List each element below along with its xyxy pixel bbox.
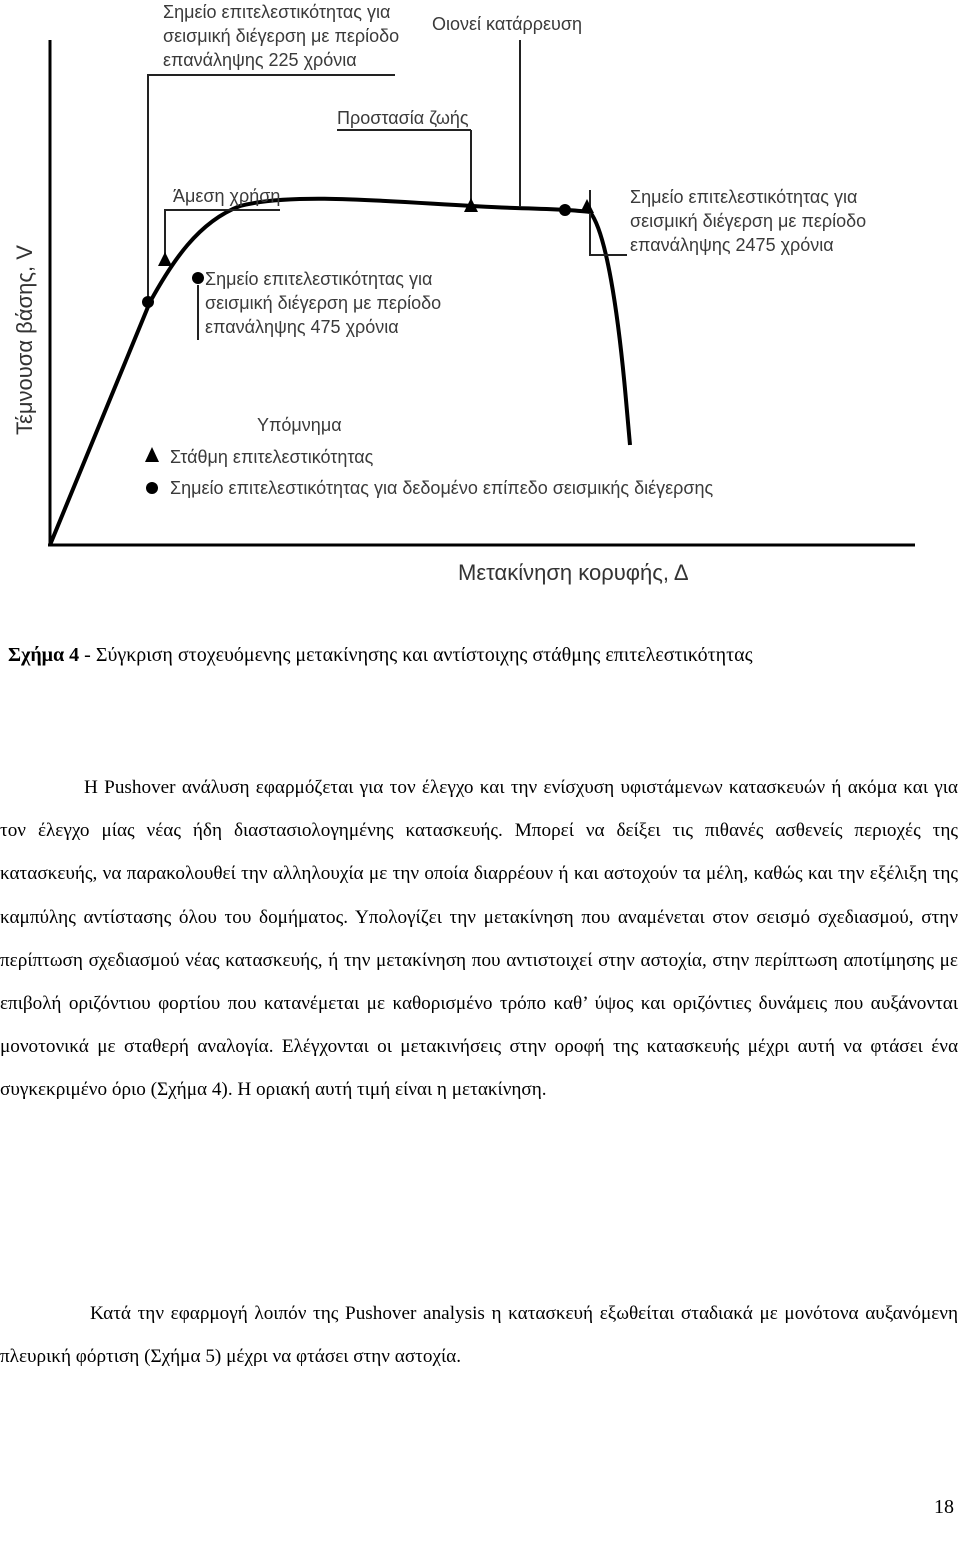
annotation-immediate: Άμεση χρήση xyxy=(173,186,281,206)
annotation-475-line3: επανάληψης 475 χρόνια xyxy=(205,317,399,337)
pushover-figure xyxy=(0,0,960,600)
annotation-life: Προστασία ζωής xyxy=(337,108,469,128)
legend-circle-label: Σημείο επιτελεστικότητας για δεδομένο επίπεδο σεισμικής διέγερσης xyxy=(170,478,714,498)
caption-label: Σχήμα 4 xyxy=(8,644,80,666)
legend-title: Υπόμνημα xyxy=(257,415,342,435)
page-number: 18 xyxy=(934,1496,954,1518)
caption-text: - Σύγκριση στοχευόμενης μετακίνησης και αντίστοιχης στάθμης επιτελεστικότητας xyxy=(79,644,753,666)
circle-marker-2475 xyxy=(559,204,571,216)
paragraph-2: Κατά την εφαρμογή λοιπόν της Pushover analysis η κατασκευή εξωθείται σταδιακά με μονότονα αυξανόμενη πλευρική φόρτιση (Σχήμα 5) μέχρι να φτάσει στην αστοχία. xyxy=(0,1303,958,1368)
circle-marker-225 xyxy=(142,296,154,308)
triangle-marker-immediate xyxy=(158,252,172,266)
figure-caption xyxy=(8,644,958,667)
leader-immediate xyxy=(165,210,280,265)
annotation-2475-line2: σεισμική διέγερση με περίοδο xyxy=(630,211,867,231)
legend-triangle-label: Στάθμη επιτελεστικότητας xyxy=(170,447,374,467)
annotation-225-line1: Σημείο επιτελεστικότητας για xyxy=(163,2,391,22)
annotation-collapse: Οιονεί κατάρρευση xyxy=(432,14,582,34)
legend-circle-icon xyxy=(146,482,158,494)
annotation-475-line2: σεισμική διέγερση με περίοδο xyxy=(205,293,442,313)
annotation-2475-line3: επανάληψης 2475 χρόνια xyxy=(630,235,834,255)
annotation-225-line2: σεισμική διέγερση με περίοδο xyxy=(163,26,400,46)
triangle-marker-collapse xyxy=(580,199,594,213)
y-axis-label: Τέμνουσα βάσης, V xyxy=(12,245,37,435)
annotation-225-line3: επανάληψης 225 χρόνια xyxy=(163,50,357,70)
annotation-475-line1: Σημείο επιτελεστικότητας για xyxy=(205,269,433,289)
paragraph-1: Η Pushover ανάλυση εφαρμόζεται για τον έλεγχο και την ενίσχυση υφιστάμενων κατασκευών ή ακόμα και για τον έλεγχο μίας νέας ήδη διαστασιολογημένης κατασκευής. Μπορεί να δείξει τις πιθανές ασθενείς περιοχές της κατασκευής, να παρακολουθεί την αλληλουχία με την οποία διαρρέουν ή και αστοχούν τα μέλη, καθώς και την εξέλιξη της καμπύλης αντίστασης όλου του δομήματος. Υπολογίζει την μετακίνηση που αναμένεται στον σεισμό σχεδιασμού, στην περίπτωση σχεδιασμού νέας κατασκευής, ή την μετακίνηση που αντιστοιχεί στην αστοχία, στην περίπτωση αποτίμησης με επιβολή οριζόντιου φορτίου που κατανέμεται με καθορισμένο τρόπο καθ’ ύψος και οριζόντιες δυνάμεις που αυξάνονται μονοτονικά με σταθερή αναλογία. Ελέγχονται οι μετακινήσεις στην οροφή της κατασκευής μέχρι αυτή να φτάσει ένα συγκεκριμένο όριο (Σχήμα 4). Η οριακή αυτή τιμή είναι η μετακίνηση. xyxy=(0,777,958,1101)
legend-triangle-icon xyxy=(145,447,159,462)
x-axis-label: Μετακίνηση κορυφής, Δ xyxy=(458,560,689,585)
annotation-2475-line1: Σημείο επιτελεστικότητας για xyxy=(630,187,858,207)
circle-marker-475 xyxy=(192,272,204,284)
